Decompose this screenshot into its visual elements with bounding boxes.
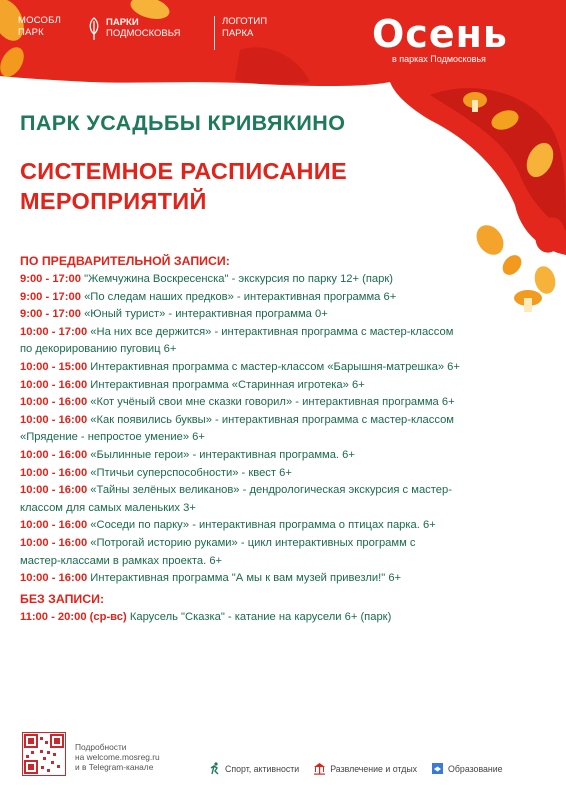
parki-line-2: ПОДМОСКОВЬЯ <box>106 28 181 39</box>
schedule-description: «Как появились буквы» - интерактивная программа с мастер-классом <box>90 413 454 426</box>
legend-label-education: Образование <box>448 763 503 774</box>
schedule-time: 10:00 - 16:00 <box>20 448 88 461</box>
schedule-time: 10:00 - 16:00 <box>20 396 88 409</box>
schedule-line <box>20 570 545 588</box>
mosobl-line-1: МОСОБЛ <box>18 15 62 26</box>
schedule-line <box>20 553 545 571</box>
schedule-line <box>20 412 545 430</box>
schedule-description: Карусель "Сказка" - катание на карусели 6+ (парк) <box>129 610 392 623</box>
legend-item-entertainment <box>313 762 417 775</box>
schedule-item <box>20 306 545 324</box>
schedule-description: Интерактивная программа с мастер-классом «Барышня-матрешка» 6+ <box>90 360 460 373</box>
osen-subtitle: в парках Подмосковья <box>392 54 486 64</box>
schedule-description: «Потрогай историю руками» - цикл интерактивных программ с <box>90 536 416 549</box>
mosobl-park-logo <box>18 15 61 39</box>
schedule-time: 10:00 - 16:00 <box>20 466 88 479</box>
category-legend <box>208 762 503 775</box>
schedule-line <box>20 271 545 289</box>
carousel-icon <box>313 762 326 775</box>
legend-label-sport: Спорт, активности <box>225 763 300 774</box>
logo-park-line-2: ПАРКА <box>222 28 254 39</box>
schedule-item <box>20 324 545 359</box>
schedule-description: "Жемчужина Воскресенска" - экскурсия по парку 12+ (парк) <box>84 273 393 285</box>
more-info <box>75 742 160 772</box>
schedule-item <box>20 609 545 627</box>
more-info-line-2[interactable]: на welcome.mosreg.ru <box>75 752 160 762</box>
schedule-item <box>20 447 545 465</box>
schedule-description: «Тайны зелёных великанов» - дендрологическая экскурсия с мастер- <box>90 484 452 497</box>
mosobl-line-2: ПАРК <box>18 27 44 38</box>
schedule-item <box>20 465 545 483</box>
schedule-description: Интерактивная программа "А мы к вам музей привезли!" 6+ <box>90 572 402 585</box>
schedule-item <box>20 377 545 395</box>
schedule-line <box>20 324 545 342</box>
schedule <box>20 251 545 626</box>
main-title-line-2: МЕРОПРИЯТИЙ <box>20 188 207 214</box>
schedule-item <box>20 289 545 307</box>
legend-item-sport <box>208 762 299 775</box>
schedule-line <box>20 465 545 483</box>
schedule-item <box>20 535 545 570</box>
schedule-item <box>20 482 545 517</box>
schedule-time: 10:00 - 16:00 <box>20 413 88 426</box>
logo-park-line-1: ЛОГОТИП <box>222 16 268 27</box>
schedule-description: «Соседи по парку» - интерактивная программа о птицах парка. 6+ <box>90 519 436 532</box>
schedule-time: 10:00 - 15:00 <box>20 360 88 373</box>
leaf-icon <box>88 17 100 41</box>
schedule-description: мастер-классами в рамках проекта. 6+ <box>20 554 223 567</box>
schedule-line <box>20 500 545 518</box>
schedule-description: классом для самых маленьких 3+ <box>20 501 196 514</box>
schedule-item <box>20 412 545 447</box>
schedule-item <box>20 271 545 289</box>
schedule-description: «Былинные герои» - интерактивная программа. 6+ <box>90 448 355 461</box>
main-title <box>20 156 347 216</box>
schedule-line <box>20 359 545 377</box>
more-info-line-1: Подробности <box>75 742 127 752</box>
qr-code-image <box>23 733 65 775</box>
schedule-description: «Птичьи суперспособности» - квест 6+ <box>90 466 292 479</box>
schedule-item <box>20 570 545 588</box>
schedule-line <box>20 482 545 500</box>
schedule-description: «По следам наших предков» - интерактивная программа 6+ <box>84 290 397 303</box>
schedule-line <box>20 535 545 553</box>
legend-item-education <box>431 762 503 775</box>
parki-podmoskovya-logo <box>88 17 180 41</box>
schedule-time: 10:00 - 16:00 <box>20 572 88 585</box>
schedule-item <box>20 517 545 535</box>
schedule-line <box>20 289 545 307</box>
no-registration-list <box>20 609 545 627</box>
schedule-description: Интерактивная программа «Старинная игротека» 6+ <box>90 378 365 391</box>
schedule-time: 9:00 - 17:00 <box>20 308 81 321</box>
schedule-description: «Юный турист» - интерактивная программа 0+ <box>84 308 328 321</box>
registration-list <box>20 271 545 588</box>
osen-title: Осень <box>372 12 508 56</box>
schedule-time: 10:00 - 16:00 <box>20 536 88 549</box>
schedule-time: 9:00 - 17:00 <box>20 273 81 285</box>
park-title: ПАРК УСАДЬБЫ КРИВЯКИНО <box>20 111 346 135</box>
schedule-description: «Прядение - непростое умение» 6+ <box>20 431 205 444</box>
logo-separator <box>214 16 215 50</box>
schedule-line <box>20 394 545 412</box>
park-logo-placeholder <box>222 16 267 40</box>
qr-code[interactable] <box>22 732 66 776</box>
registration-section-title: ПО ПРЕДВАРИТЕЛЬНОЙ ЗАПИСИ: <box>20 254 230 268</box>
schedule-time: 11:00 - 20:00 (ср-вс) <box>20 610 127 623</box>
schedule-item <box>20 359 545 377</box>
schedule-line <box>20 429 545 447</box>
schedule-line <box>20 609 545 627</box>
schedule-description: по декорированию пуговиц 6+ <box>20 343 177 356</box>
schedule-description: «На них все держится» - интерактивная программа с мастер-классом <box>90 325 454 338</box>
parki-line-1: ПАРКИ <box>106 17 139 28</box>
schedule-line <box>20 377 545 395</box>
no-registration-section-title: БЕЗ ЗАПИСИ: <box>20 591 105 606</box>
schedule-time: 9:00 - 17:00 <box>20 290 81 303</box>
schedule-line <box>20 517 545 535</box>
legend-label-entertainment: Развлечение и отдых <box>330 763 418 774</box>
runner-icon <box>208 762 221 775</box>
schedule-time: 10:00 - 16:00 <box>20 519 88 532</box>
education-icon <box>431 762 444 775</box>
schedule-line <box>20 447 545 465</box>
schedule-line <box>20 341 545 359</box>
schedule-time: 10:00 - 16:00 <box>20 484 88 497</box>
main-title-line-1: СИСТЕМНОЕ РАСПИСАНИЕ <box>20 158 347 184</box>
schedule-description: «Кот учёный свои мне сказки говорил» - интерактивная программа 6+ <box>90 396 455 409</box>
schedule-time: 10:00 - 16:00 <box>20 378 88 391</box>
schedule-item <box>20 394 545 412</box>
schedule-time: 10:00 - 17:00 <box>20 325 88 338</box>
osen-campaign-logo <box>372 14 508 64</box>
more-info-line-3[interactable]: и в Telegram-канале <box>75 762 154 772</box>
schedule-line <box>20 306 545 324</box>
